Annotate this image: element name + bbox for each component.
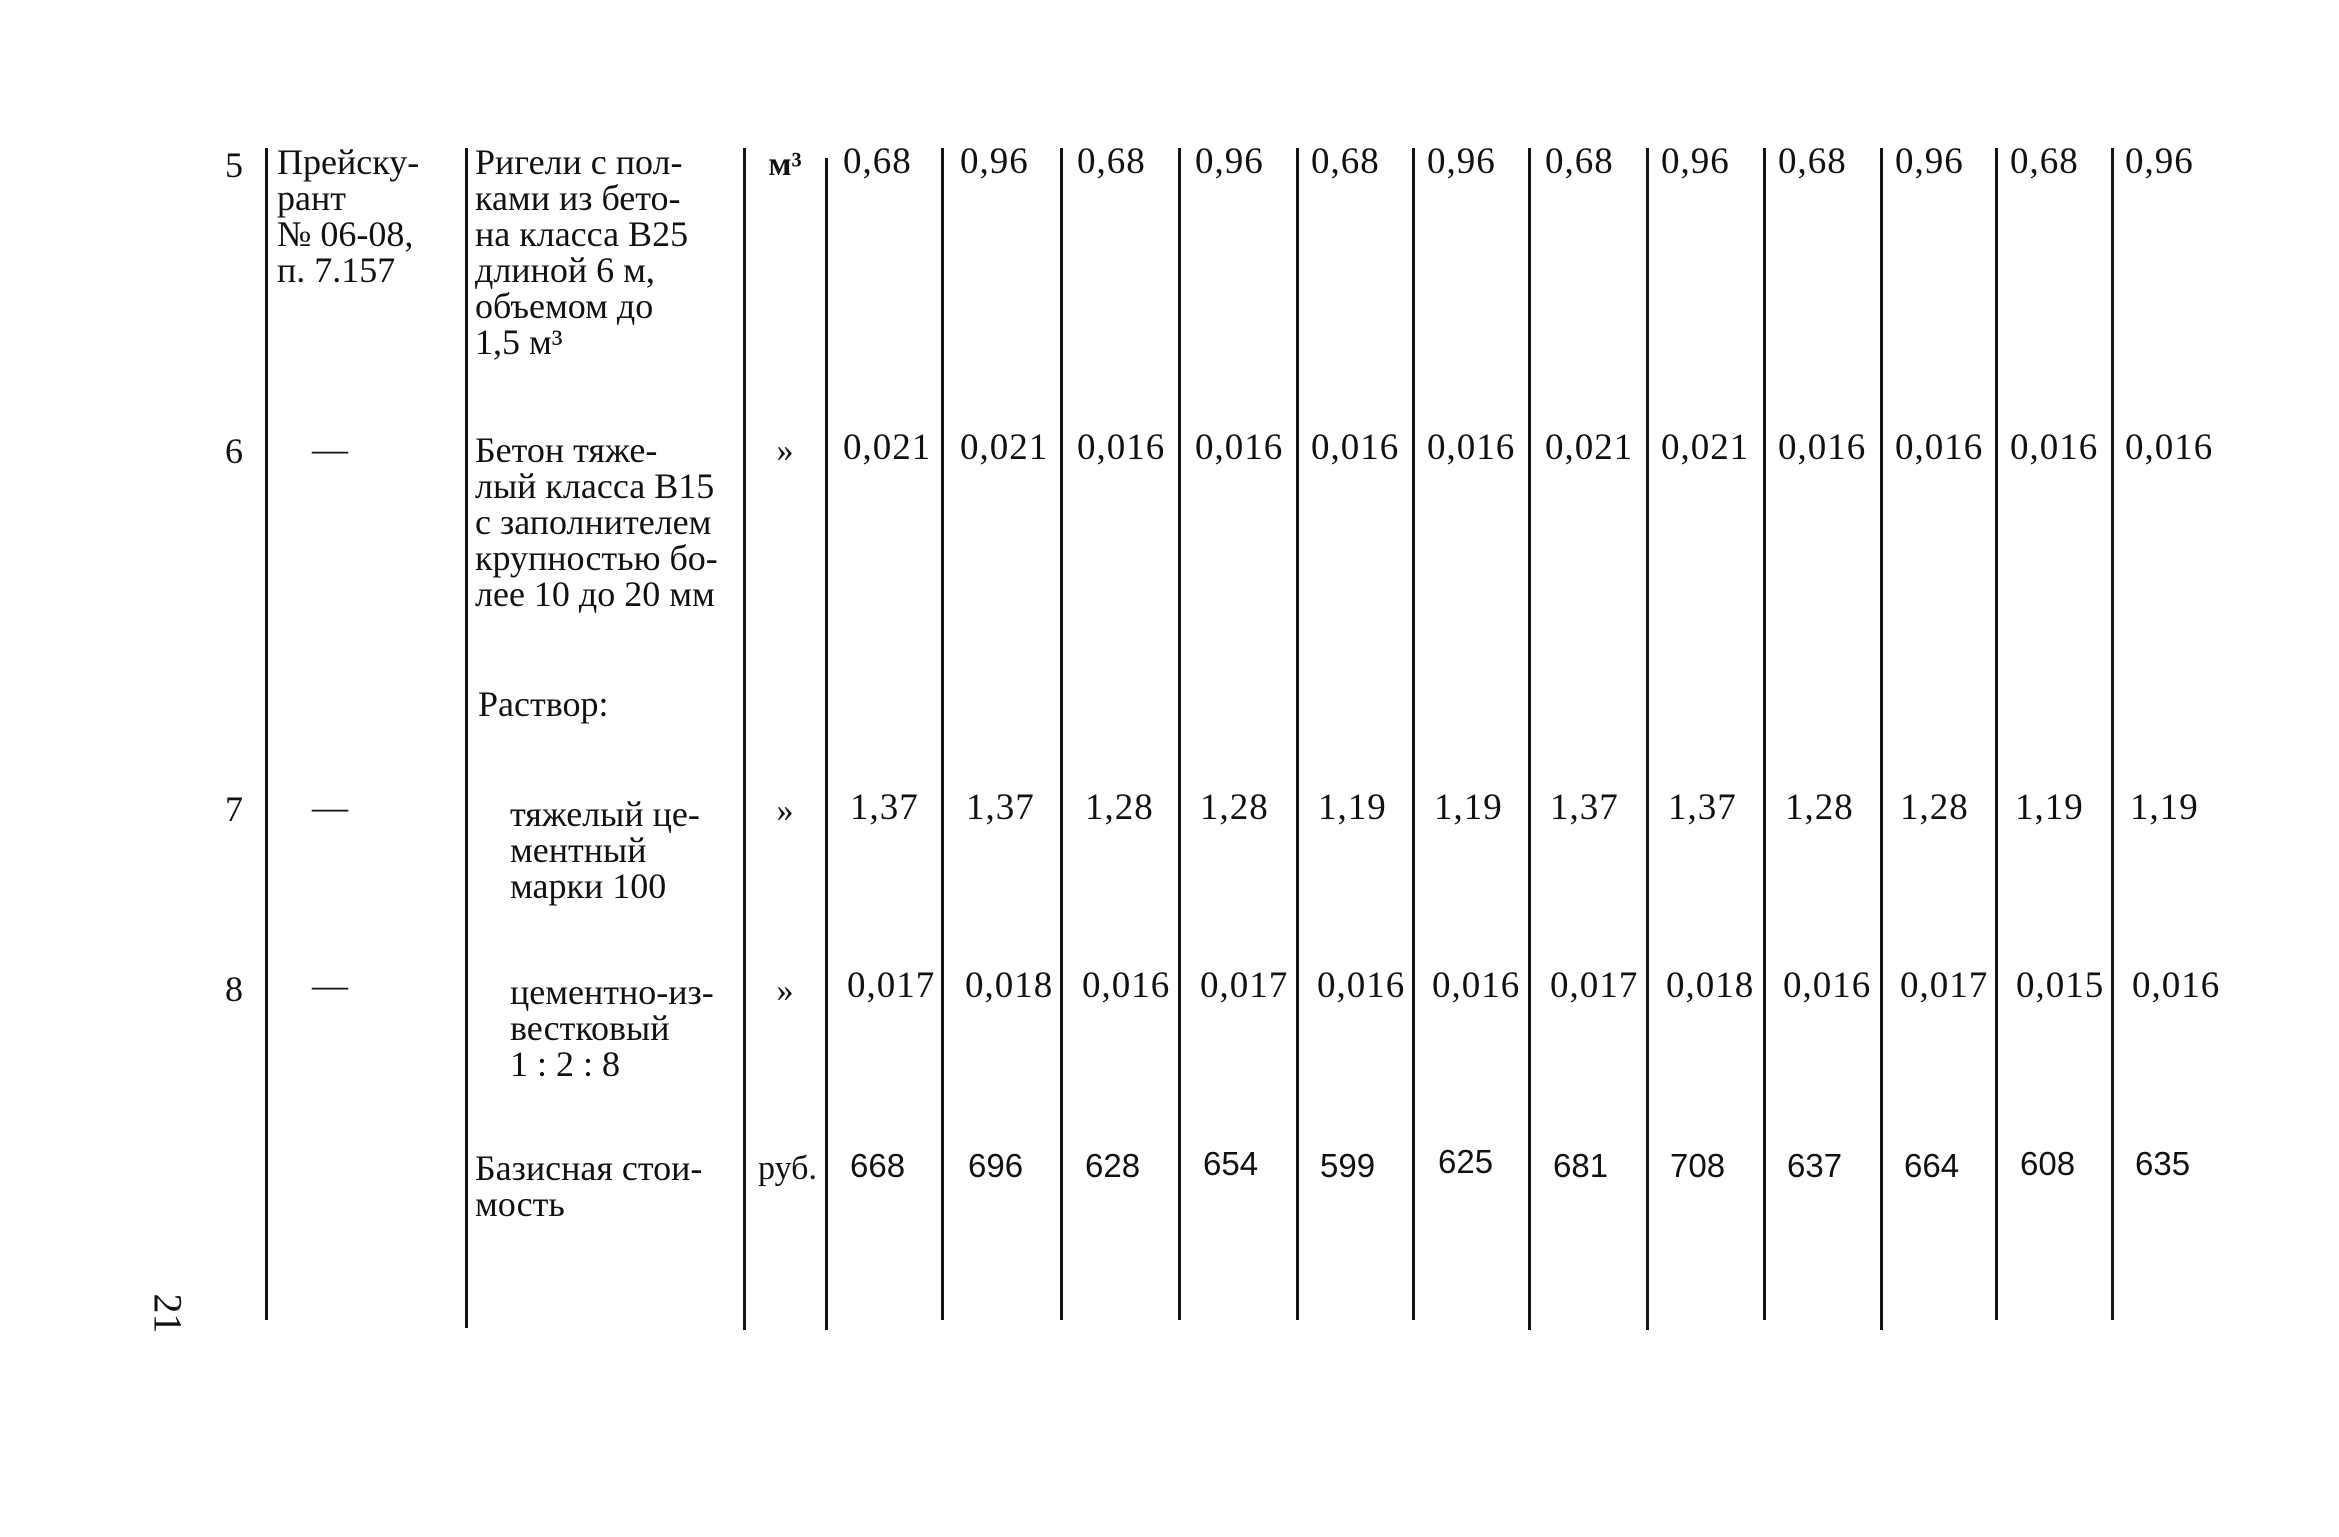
value-cell: 1,37	[1550, 787, 1619, 828]
value-cell: 608	[2020, 1145, 2076, 1182]
row-unit: »	[776, 792, 794, 829]
value-cell: 1,28	[1900, 787, 1969, 828]
value-cell: 664	[1904, 1147, 1960, 1184]
value-cell: 696	[968, 1147, 1024, 1184]
value-cell: 0,017	[847, 965, 936, 1006]
value-cell: 0,68	[1077, 141, 1146, 182]
column-rule	[1178, 148, 1181, 1320]
value-cell: 0,016	[1317, 965, 1406, 1006]
row-name: Бетон тяже- лый класса В15 с заполнителем крупностью бо- лее 10 до 20 мм	[475, 430, 718, 614]
value-cell: 0,016	[1082, 965, 1171, 1006]
row-number: 7	[225, 789, 243, 829]
value-cell: 0,68	[1778, 141, 1847, 182]
row-name: Ригели с пол- ками из бето- на класса В25 длиной 6 м, объемом до 1,5 м³	[475, 142, 689, 362]
value-cell: 0,017	[1200, 965, 1289, 1006]
value-cell: 0,018	[965, 965, 1054, 1006]
row-source: Прейску- рант № 06-08, п. 7.157	[277, 142, 420, 290]
value-cell: 628	[1085, 1147, 1141, 1184]
value-cell: 0,016	[2132, 965, 2221, 1006]
value-cell: 0,016	[2125, 427, 2214, 468]
value-cell: 0,016	[1077, 427, 1166, 468]
column-rule	[1646, 148, 1649, 1330]
column-rule	[1412, 148, 1415, 1320]
value-cell: 0,016	[1778, 427, 1867, 468]
row-unit: »	[776, 972, 794, 1009]
value-cell: 668	[850, 1147, 906, 1184]
value-cell: 0,96	[1895, 141, 1964, 182]
row-number: 8	[225, 969, 243, 1009]
row-source: —	[312, 787, 348, 827]
page-number: 21	[145, 1293, 191, 1334]
row-unit: »	[776, 432, 794, 469]
column-rule	[1880, 148, 1883, 1330]
column-rule	[941, 148, 944, 1320]
value-cell: 1,19	[2015, 787, 2084, 828]
column-rule	[1060, 148, 1063, 1320]
value-cell: 0,96	[960, 141, 1029, 182]
value-cell: 0,68	[2010, 141, 2079, 182]
row-name: Базисная стои- мость	[475, 1148, 703, 1224]
row-source: —	[312, 965, 348, 1005]
value-cell: 708	[1670, 1147, 1726, 1184]
value-cell: 1,37	[966, 787, 1035, 828]
value-cell: 0,021	[1545, 427, 1634, 468]
row-name: тяжелый це- ментный марки 100	[510, 794, 700, 906]
value-cell: 0,017	[1900, 965, 1989, 1006]
value-cell: 0,68	[1311, 141, 1380, 182]
column-rule	[2111, 148, 2114, 1320]
value-cell: 654	[1203, 1145, 1259, 1182]
value-cell: 1,19	[2130, 787, 2199, 828]
value-cell: 1,28	[1200, 787, 1269, 828]
column-rule	[1763, 148, 1766, 1320]
value-cell: 0,68	[843, 141, 912, 182]
value-cell: 1,28	[1085, 787, 1154, 828]
value-cell: 0,016	[1783, 965, 1872, 1006]
column-rule	[265, 148, 268, 1320]
value-cell: 0,96	[1661, 141, 1730, 182]
row-name: цементно-из- вестковый 1 : 2 : 8	[510, 972, 714, 1084]
value-cell: 681	[1553, 1147, 1609, 1184]
row-number: 6	[225, 431, 243, 471]
value-cell: 637	[1787, 1147, 1843, 1184]
section-heading: Раствор:	[478, 684, 609, 724]
value-cell: 0,021	[960, 427, 1049, 468]
value-cell: 0,68	[1545, 141, 1614, 182]
value-cell: 0,016	[1311, 427, 1400, 468]
value-cell: 0,021	[843, 427, 932, 468]
value-cell: 0,96	[1195, 141, 1264, 182]
column-rule	[1296, 148, 1299, 1320]
value-cell: 0,016	[1195, 427, 1284, 468]
row-unit: м³	[768, 146, 802, 183]
row-number: 5	[225, 145, 243, 185]
value-cell: 0,016	[1427, 427, 1516, 468]
value-cell: 0,016	[1432, 965, 1521, 1006]
row-source: —	[312, 429, 348, 469]
value-cell: 1,28	[1785, 787, 1854, 828]
value-cell: 0,018	[1666, 965, 1755, 1006]
row-unit: руб.	[758, 1150, 817, 1187]
column-rule	[465, 148, 468, 1328]
value-cell: 0,96	[2125, 141, 2194, 182]
value-cell: 1,19	[1318, 787, 1387, 828]
value-cell: 0,015	[2016, 965, 2105, 1006]
value-cell: 599	[1320, 1147, 1376, 1184]
column-rule	[1528, 148, 1531, 1330]
value-cell: 625	[1438, 1143, 1494, 1180]
value-cell: 1,37	[1668, 787, 1737, 828]
value-cell: 635	[2135, 1145, 2191, 1182]
value-cell: 0,017	[1550, 965, 1639, 1006]
value-cell: 0,016	[1895, 427, 1984, 468]
value-cell: 0,96	[1427, 141, 1496, 182]
value-cell: 0,016	[2010, 427, 2099, 468]
column-rule	[1995, 148, 1998, 1320]
value-cell: 1,37	[850, 787, 919, 828]
value-cell: 0,021	[1661, 427, 1750, 468]
value-cell: 1,19	[1434, 787, 1503, 828]
